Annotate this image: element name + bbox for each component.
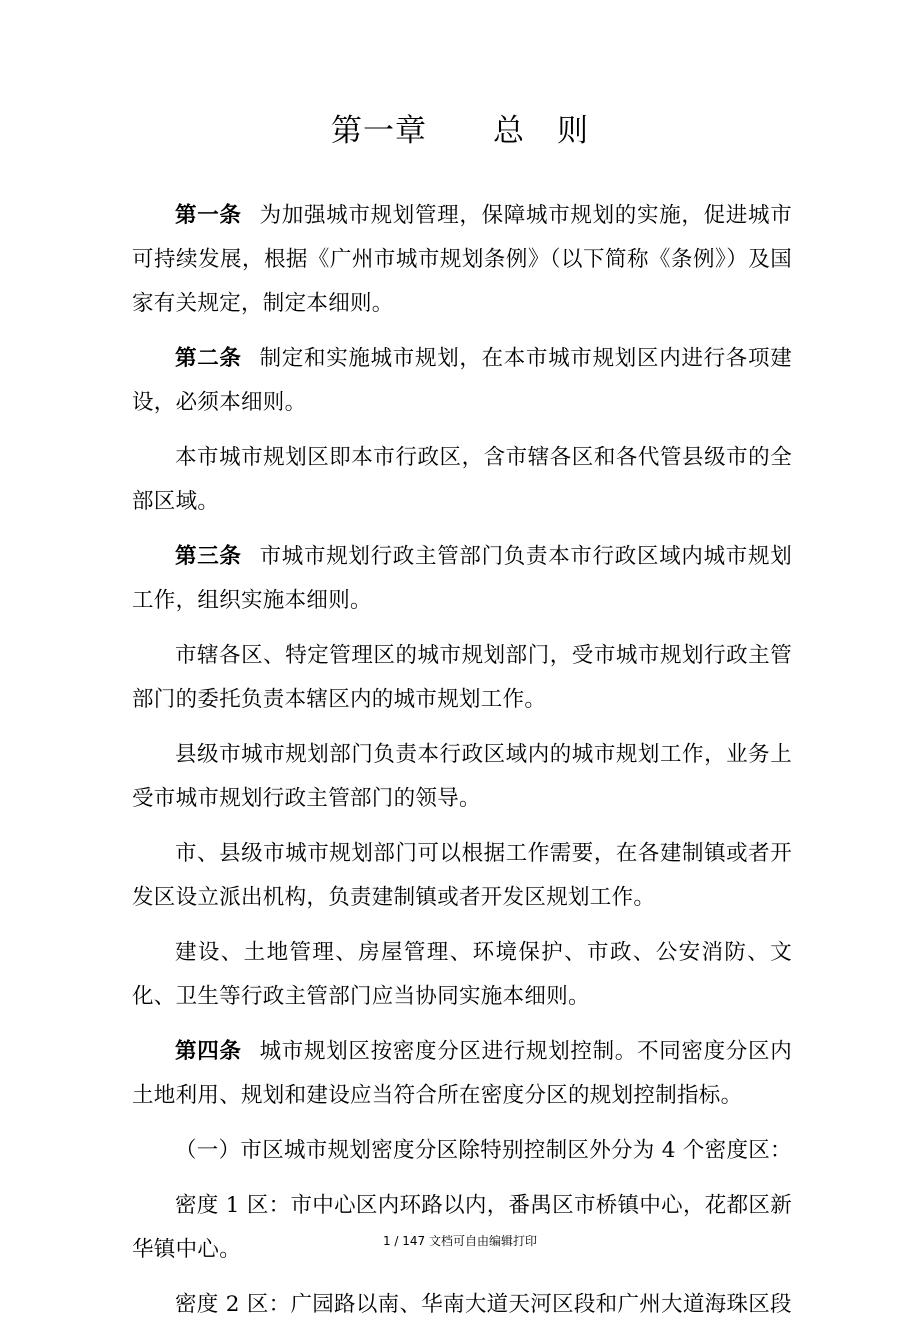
paragraph xyxy=(132,1184,792,1272)
paragraph xyxy=(132,337,792,425)
paragraph-text: 本市城市规划区即本市行政区，含市辖各区和各代管县级市的全部区域。 xyxy=(132,445,792,514)
paragraph xyxy=(132,634,792,722)
paragraph xyxy=(132,1030,792,1118)
paragraph xyxy=(132,931,792,1019)
paragraph xyxy=(132,733,792,821)
paragraph xyxy=(132,194,792,326)
article-label: 第四条 xyxy=(175,1039,242,1064)
chapter-heading xyxy=(0,106,920,156)
paragraph xyxy=(132,832,792,920)
chapter-number: 第一章 xyxy=(331,113,427,149)
paragraph-text: 密度 1 区：市中心区内环路以内，番禺区市桥镇中心，花都区新华镇中心。 xyxy=(132,1193,792,1262)
paragraph-text: 制定和实施城市规划，在本市城市规划区内进行各项建设，必须本细则。 xyxy=(132,346,793,415)
paragraph-text: 为加强城市规划管理，保障城市规划的实施，促进城市可持续发展，根据《广州市城市规划条例》（以下简称《条例》）及国家有关规定，制定本细则。 xyxy=(132,203,793,316)
paragraph xyxy=(132,1129,792,1173)
article-label: 第三条 xyxy=(175,544,242,569)
body-text xyxy=(132,194,792,1327)
article-label: 第一条 xyxy=(175,203,242,228)
paragraph-text: 县级市城市规划部门负责本行政区域内的城市规划工作，业务上受市城市规划行政主管部门的领导。 xyxy=(132,742,792,811)
article-label: 第二条 xyxy=(175,346,242,371)
page-footer: 1 / 147 文档可自由编辑打印 xyxy=(382,1234,538,1248)
paragraph-text: 市、县级市城市规划部门可以根据工作需要，在各建制镇或者开发区设立派出机构，负责建制镇或者开发区规划工作。 xyxy=(132,841,792,910)
chapter-title: 总 则 xyxy=(493,113,589,149)
paragraph-text: 市城市规划行政主管部门负责本市行政区域内城市规划工作，组织实施本细则。 xyxy=(132,544,793,613)
paragraph-text: 城市规划区按密度分区进行规划控制。不同密度分区内土地利用、规划和建设应当符合所在密度分区的规划控制指标。 xyxy=(132,1039,793,1108)
paragraph xyxy=(132,535,792,623)
paragraph xyxy=(132,1283,792,1327)
paragraph-text: 建设、土地管理、房屋管理、环境保护、市政、公安消防、文化、卫生等行政主管部门应当协同实施本细则。 xyxy=(132,940,792,1009)
paragraph xyxy=(132,436,792,524)
paragraph-text: 密度 2 区：广园路以南、华南大道天河区段和广州大道海珠区段 xyxy=(175,1292,792,1317)
paragraph-text: （一）市区城市规划密度分区除特别控制区外分为 4 个密度区： xyxy=(175,1138,792,1163)
paragraph-text: 市辖各区、特定管理区的城市规划部门，受市城市规划行政主管部门的委托负责本辖区内的城市规划工作。 xyxy=(132,643,792,712)
